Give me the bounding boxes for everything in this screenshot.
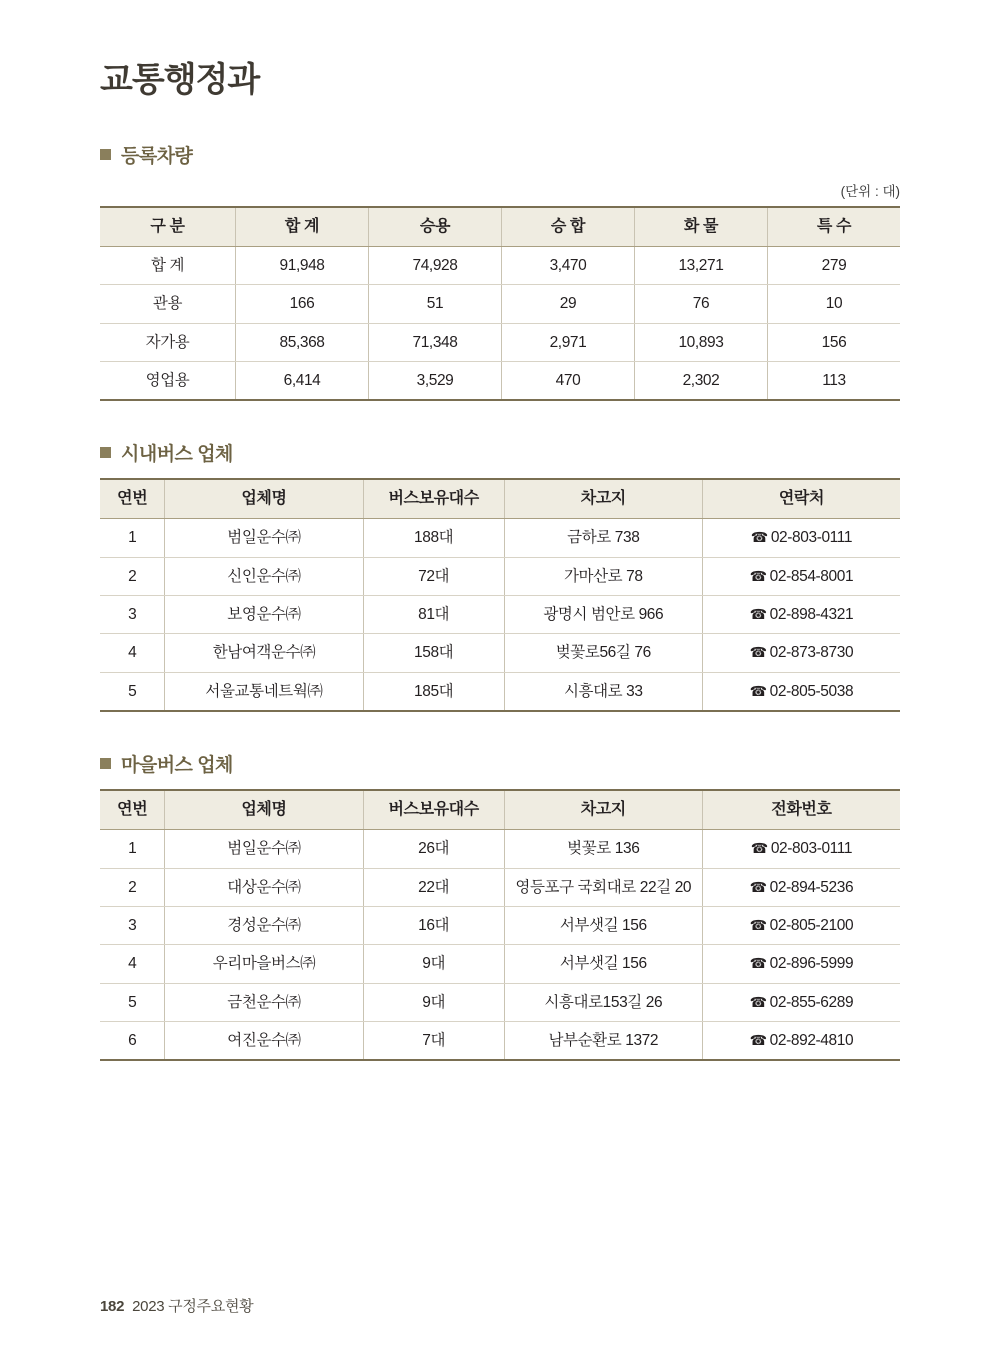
- cell: 자가용: [100, 323, 236, 361]
- cell: 74,928: [369, 246, 502, 284]
- phone-number: 02-803-0111: [770, 529, 853, 547]
- column-header: 업체명: [165, 479, 363, 519]
- cell: 2,971: [501, 323, 634, 361]
- column-header: 버스보유대수: [363, 790, 504, 830]
- column-header: 합 계: [236, 207, 369, 247]
- cell-index: 1: [100, 519, 165, 557]
- table-row: [100, 830, 900, 868]
- phone-icon: ☎: [749, 567, 767, 584]
- table-header-row: [100, 207, 900, 247]
- column-header: 연번: [100, 479, 165, 519]
- cell-index: 5: [100, 672, 165, 711]
- cell-index: 3: [100, 596, 165, 634]
- phone-icon: ☎: [749, 644, 767, 661]
- phone-icon: ☎: [749, 682, 767, 699]
- cell-company: 한남여객운수㈜: [165, 634, 363, 672]
- phone-number: 02-855-6289: [769, 993, 854, 1011]
- cell: 113: [767, 361, 900, 400]
- page-number: 182: [100, 1298, 125, 1315]
- phone-icon: ☎: [749, 606, 767, 623]
- page-footer: [100, 1295, 253, 1316]
- cell-company: 경성운수㈜: [165, 906, 363, 944]
- square-bullet-icon: [100, 758, 111, 769]
- cell-phone: [702, 596, 900, 634]
- section-village-bus-companies: [100, 750, 900, 1061]
- cell: 관용: [100, 285, 236, 323]
- table-row: [100, 361, 900, 400]
- cell: 470: [501, 361, 634, 400]
- cell-company: 보영운수㈜: [165, 596, 363, 634]
- spacer: [100, 712, 900, 750]
- table-row: [100, 868, 900, 906]
- section-header: [100, 439, 900, 466]
- cell-company: 범일운수㈜: [165, 830, 363, 868]
- phone-number: 02-896-5999: [769, 955, 854, 973]
- phone-number: 02-892-4810: [769, 1032, 854, 1050]
- cell: 76: [634, 285, 767, 323]
- column-header: 전화번호: [702, 790, 900, 830]
- table-row: [100, 323, 900, 361]
- cell: 279: [767, 246, 900, 284]
- phone-number: 02-894-5236: [769, 878, 854, 896]
- cell-phone: [702, 634, 900, 672]
- cell: 합 계: [100, 246, 236, 284]
- cell-company: 서울교통네트웍㈜: [165, 672, 363, 711]
- column-header: 차고지: [504, 479, 702, 519]
- section-header: [100, 750, 900, 777]
- cell-phone: [702, 672, 900, 711]
- column-header: 구 분: [100, 207, 236, 247]
- cell-index: 5: [100, 983, 165, 1021]
- section-title: 등록차량: [121, 145, 193, 167]
- cell: 영업용: [100, 361, 236, 400]
- cell-phone: [702, 945, 900, 983]
- cell-bus-count: 185대: [363, 672, 504, 711]
- cell-depot: 벚꽃로56길 76: [504, 634, 702, 672]
- table-row: [100, 672, 900, 711]
- cell-depot: 시흥대로 33: [504, 672, 702, 711]
- cell: 3,529: [369, 361, 502, 400]
- cell-company: 여진운수㈜: [165, 1022, 363, 1061]
- section-header: [100, 141, 900, 168]
- cell-depot: 가마산로 78: [504, 557, 702, 595]
- cell-depot: 금하로 738: [504, 519, 702, 557]
- section-city-bus-companies: [100, 439, 900, 712]
- cell-index: 3: [100, 906, 165, 944]
- cell-bus-count: 22대: [363, 868, 504, 906]
- cell: 166: [236, 285, 369, 323]
- table-row: [100, 906, 900, 944]
- cell-index: 6: [100, 1022, 165, 1061]
- page-title: 교통행정과: [100, 61, 260, 99]
- spacer: [100, 401, 900, 439]
- column-header: 화 물: [634, 207, 767, 247]
- phone-icon: ☎: [750, 840, 768, 857]
- phone-icon: ☎: [749, 955, 767, 972]
- cell-index: 2: [100, 868, 165, 906]
- phone-number: 02-873-8730: [769, 644, 854, 662]
- section-registered-vehicles: [100, 141, 900, 402]
- column-header: 연락처: [702, 479, 900, 519]
- cell-phone: [702, 983, 900, 1021]
- phone-icon: ☎: [750, 529, 768, 546]
- phone-number: 02-854-8001: [769, 567, 854, 585]
- table-row: [100, 945, 900, 983]
- square-bullet-icon: [100, 447, 111, 458]
- cell: 6,414: [236, 361, 369, 400]
- table-row: [100, 285, 900, 323]
- phone-number: 02-803-0111: [770, 840, 853, 858]
- section-title: 시내버스 업체: [121, 444, 233, 466]
- unit-note: (단위 : 대): [840, 183, 900, 199]
- cell: 3,470: [501, 246, 634, 284]
- column-header: 연번: [100, 790, 165, 830]
- cell: 156: [767, 323, 900, 361]
- village-bus-companies-table: [100, 789, 900, 1061]
- cell-bus-count: 158대: [363, 634, 504, 672]
- cell-company: 금천운수㈜: [165, 983, 363, 1021]
- cell-company: 범일운수㈜: [165, 519, 363, 557]
- column-header: 버스보유대수: [363, 479, 504, 519]
- cell-depot: 시흥대로153길 26: [504, 983, 702, 1021]
- table-row: [100, 519, 900, 557]
- cell-index: 4: [100, 945, 165, 983]
- cell-company: 신인운수㈜: [165, 557, 363, 595]
- cell-company: 대상운수㈜: [165, 868, 363, 906]
- square-bullet-icon: [100, 149, 111, 160]
- table-row: [100, 983, 900, 1021]
- cell-bus-count: 72대: [363, 557, 504, 595]
- cell-index: 4: [100, 634, 165, 672]
- cell: 71,348: [369, 323, 502, 361]
- cell-phone: [702, 1022, 900, 1061]
- column-header: 업체명: [165, 790, 363, 830]
- cell-bus-count: 81대: [363, 596, 504, 634]
- cell: 91,948: [236, 246, 369, 284]
- table-row: [100, 557, 900, 595]
- phone-icon: ☎: [749, 916, 767, 933]
- phone-icon: ☎: [749, 1032, 767, 1049]
- table-header-row: [100, 479, 900, 519]
- table-row: [100, 1022, 900, 1061]
- cell-bus-count: 16대: [363, 906, 504, 944]
- phone-icon: ☎: [749, 878, 767, 895]
- footer-text: 2023 구정주요현황: [132, 1298, 254, 1315]
- cell: 13,271: [634, 246, 767, 284]
- table-row: [100, 596, 900, 634]
- cell-depot: 벚꽃로 136: [504, 830, 702, 868]
- cell-phone: [702, 906, 900, 944]
- phone-number: 02-805-5038: [769, 682, 854, 700]
- cell-index: 1: [100, 830, 165, 868]
- cell-bus-count: 9대: [363, 945, 504, 983]
- cell-depot: 영등포구 국회대로 22길 20: [504, 868, 702, 906]
- cell-company: 우리마을버스㈜: [165, 945, 363, 983]
- column-header: 승 합: [501, 207, 634, 247]
- cell: 51: [369, 285, 502, 323]
- table-row: [100, 634, 900, 672]
- cell: 85,368: [236, 323, 369, 361]
- cell: 29: [501, 285, 634, 323]
- cell: 10,893: [634, 323, 767, 361]
- cell-depot: 남부순환로 1372: [504, 1022, 702, 1061]
- cell: 10: [767, 285, 900, 323]
- cell-bus-count: 9대: [363, 983, 504, 1021]
- cell-depot: 서부샛길 156: [504, 945, 702, 983]
- cell-index: 2: [100, 557, 165, 595]
- registered-vehicles-table: [100, 206, 900, 402]
- cell-phone: [702, 557, 900, 595]
- table-row: [100, 246, 900, 284]
- table-header-row: [100, 790, 900, 830]
- section-title: 마을버스 업체: [121, 755, 233, 777]
- phone-icon: ☎: [749, 993, 767, 1010]
- city-bus-companies-table: [100, 478, 900, 712]
- cell: 2,302: [634, 361, 767, 400]
- column-header: 차고지: [504, 790, 702, 830]
- cell-bus-count: 26대: [363, 830, 504, 868]
- cell-phone: [702, 830, 900, 868]
- phone-number: 02-898-4321: [769, 606, 854, 624]
- column-header: 특 수: [767, 207, 900, 247]
- cell-phone: [702, 868, 900, 906]
- cell-bus-count: 188대: [363, 519, 504, 557]
- cell-depot: 광명시 범안로 966: [504, 596, 702, 634]
- column-header: 승용: [369, 207, 502, 247]
- cell-phone: [702, 519, 900, 557]
- phone-number: 02-805-2100: [769, 916, 854, 934]
- cell-bus-count: 7대: [363, 1022, 504, 1061]
- cell-depot: 서부샛길 156: [504, 906, 702, 944]
